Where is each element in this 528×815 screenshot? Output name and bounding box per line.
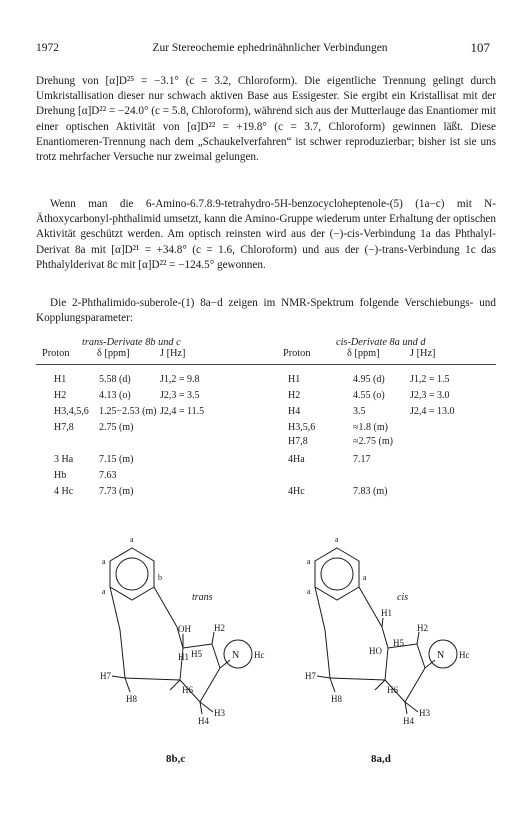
atom-label: N [437,650,445,661]
col-header-proton-right: Proton [283,348,311,359]
atom-label: N [232,650,240,661]
compound-label-8ad: 8a,d [371,753,391,765]
col-header-shift-right: δ [ppm] [347,348,380,359]
table-cell: J2,3 = 3.5 [160,390,200,401]
atom-label: H7 [100,671,111,681]
table-cell: 7.17 [353,454,371,465]
header-year: 1972 [36,42,59,54]
table-cell: J2,3 = 3.0 [410,390,450,401]
table-cell: J1,2 = 9.8 [160,374,200,385]
table-cell: 7.83 (m) [353,486,388,497]
atom-label: H8 [126,694,137,704]
table-caption-trans: trans-Derivate 8b und c [82,337,181,348]
table-cell: 1.25−2.53 (m) [99,406,157,417]
atom-label: a [307,557,311,566]
table-cell: 4 Hc [54,486,74,497]
atom-label: H4 [198,716,209,726]
structure-cis-8ad [285,530,485,770]
atom-label: a [102,557,106,566]
atom-label: H3 [419,708,430,718]
table-cell: 4Hc [288,486,305,497]
table-cell: 4.13 (o) [99,390,131,401]
table-cell: H2 [288,390,301,401]
table-cell: 7.73 (m) [99,486,134,497]
col-header-shift-left: δ [ppm] [97,348,130,359]
table-cell: H1 [54,374,67,385]
col-header-j-left: J [Hz] [160,348,186,359]
atom-label: H6 [387,685,398,695]
table-cell: 3.5 [353,406,366,417]
table-cell: 4.55 (o) [353,390,385,401]
table-cell: ≈1.8 (m) [353,422,388,433]
atom-label: H8 [331,694,342,704]
atom-label: H2 [417,623,428,633]
table-cell: Hb [54,470,67,481]
paragraph-3: Die 2-Phthalimido-suberole-(1) 8a−d zeigen im NMR-Spektrum folgende Verschiebungs- und Kopplungsparameter: [36,297,496,325]
atom-label: H4 [403,716,414,726]
table-cell: 4Ha [288,454,305,465]
stereo-label-trans: trans [192,592,213,603]
atom-label: H3 [214,708,225,718]
table-cell: H7,8 [54,422,74,433]
table-cell: 7.63 [99,470,117,481]
atom-label: H1 [381,608,392,618]
atom-label: H5 [393,638,404,648]
atom-label: a [307,587,311,596]
table-cell: 2.75 (m) [99,422,134,433]
atom-label: b [158,573,162,582]
atom-label: a [363,573,367,582]
table-header-rule [36,364,496,365]
table-cell: H3,5,6 [288,422,316,433]
table-cell: 7.15 (m) [99,454,134,465]
atom-label: H6 [182,685,193,695]
col-header-j-right: J [Hz] [410,348,436,359]
table-cell: J2,4 = 13.0 [410,406,455,417]
table-caption-cis: cis-Derivate 8a und d [336,337,426,348]
paragraph-2: Wenn man die 6-Amino-6.7.8.9-tetrahydro-5H-benzocycloheptenole-(5) (1a−c) mit N-Äthoxycarbonyl-phthalimid umsetzt, kann die Amino-Gruppe wiederum unter Erhaltung der optischen Aktivität geschützt werden. Am optisch reinsten wird aus der (−)-cis-Verbindung 1a das Phthalyl-Derivat 8a mit [α]D²¹ = +34.8° (c = 1.6, Chloroform) und aus der (−)-trans-Verbindung 1c das Phthalylderivat 8c mit [α]D²² = −124.5° gewonnen. [36,198,496,271]
table-cell: 4.95 (d) [353,374,385,385]
atom-label: H2 [214,623,225,633]
table-cell: H2 [54,390,67,401]
structure-trans-8bc [80,530,280,770]
compound-label-8bc: 8b,c [166,753,186,765]
table-cell: H3,4,5,6 [54,406,89,417]
running-title: Zur Stereochemie ephedrinähnlicher Verbindungen [152,42,388,54]
table-cell: H4 [288,406,301,417]
table-cell: H7,8 [288,436,308,447]
atom-label: HO [369,646,382,656]
table-cell: J2,4 = 11.5 [160,406,205,417]
col-header-proton-left: Proton [42,348,70,359]
atom-label: H1 [178,652,189,662]
atom-label: Hc [459,650,470,660]
table-cell: ≈2.75 (m) [353,436,393,447]
page-number: 107 [470,40,490,55]
atom-label: a [335,535,339,544]
table-cell: H1 [288,374,301,385]
atom-label: Hc [254,650,265,660]
table-cell: 5.58 (d) [99,374,131,385]
table-cell: J1,2 = 1.5 [410,374,450,385]
table-cell: 3 Ha [54,454,74,465]
atom-label: H7 [305,671,316,681]
atom-label: a [102,587,106,596]
paragraph-1: Drehung von [α]D²⁵ = −3.1° (c = 3.2, Chloroform). Die eigentliche Trennung gelingt durch Umkristallisation dieser nur schwach aktiven Base aus Essigester. Sie ergibt ein Kristallisat mit der Drehung [α]D²² = −24.0° (c = 5.8, Chloroform), während sich aus der Mutterlauge das Enantiomer mit einer optischen Aktivität von [α]D²² = +19.8° (c = 3.7, Chloroform) gewinnen läßt. Diese Enantiomeren-Trennung nach dem „Schaukelverfahren“ ist schwer reproduzierbar; bisher ist sie uns trotz mehrfacher Versuche nur zweimal gelungen. [36,75,496,164]
atom-label: OH [178,624,191,634]
atom-label: H5 [191,649,202,659]
atom-label: a [130,535,134,544]
stereo-label-cis: cis [397,592,409,603]
